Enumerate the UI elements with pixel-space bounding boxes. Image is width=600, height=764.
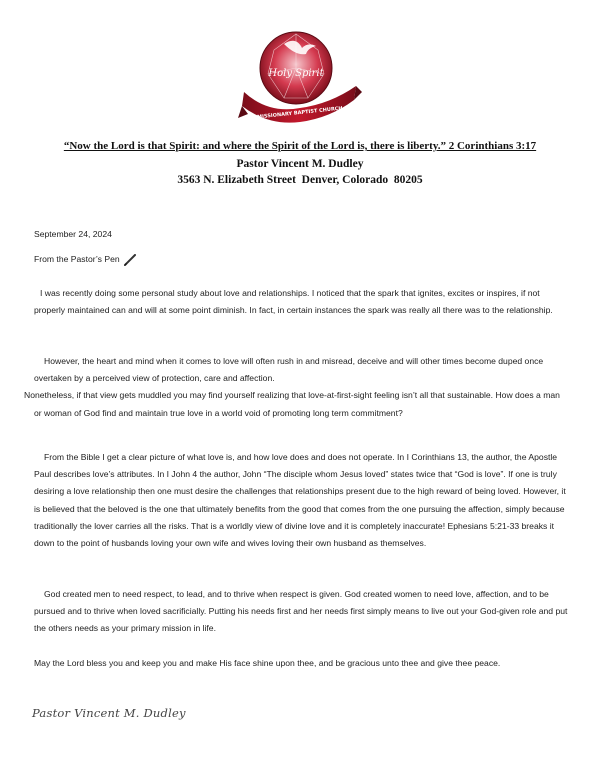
paragraph-2-line-a: However, the heart and mind when it comes to love will often rush in and misread, deceive and will other times become duped once overtaken by a perceived view of protection, care and affection. [34,356,544,384]
letter-date: September 24, 2024 [34,229,112,239]
paragraph-3: From the Bible I get a clear picture of what love is, and how love does and does not operate. In I Corinthians 13, the author, the Apostle Paul describes love’s attributes. In I John 4 the author, John “The disciple whom Jesus loved” states twice that “God is love”. If one is truly desiring a love relationship then one must desire the challenges that relationships present due to the high reward of being loved. However, it is believed that the beloved is the one that ultimately benefits from the good that comes from the one pursuing the affection, simply because traditionally the lover carries all the risks. That is a worldly view of divine love and it is completely inaccurate! Ephesians 5:21-33 breaks it down to the point of husbands loving your own wife and wives loving their own husband as themselves. [34,452,566,549]
greeting-text: From the Pastor’s Pen [34,254,120,264]
logo-script-text: Holy Spirit [268,68,324,79]
logo-banner-text: MISSIONARY BAPTIST CHURCH [256,105,343,121]
pen-icon [123,254,137,266]
paragraph-4: God created men to need respect, to lead, and to thrive when respect is given. God created women to need love, affection, and to be pursued and to thrive when loved sacrificially. Putting his needs first and her needs first simply means to live out your God-given role and put the others needs as your primary mission in life. [34,589,568,634]
church-logo [238,22,362,126]
header-pastor-name: Pastor Vincent M. Dudley [236,158,364,170]
header-verse: “Now the Lord is that Spirit: and where the Spirit of the Lord is, there is liberty.” 2 Corinthians 3:17 [63,140,537,152]
header-address: 3563 N. Elizabeth Street Denver, Colorado 80205 [177,174,423,186]
letter-greeting [34,251,568,268]
paragraph-1: I was recently doing some personal study about love and relationships. I noticed that the spark that ignites, excites or inspires, if not properly maintained can and will at some point diminish. In fact, in certain instances the spark was really all there was to the relationship. [34,288,553,316]
paragraph-5: May the Lord bless you and keep you and make His face shine upon thee, and be gracious unto thee and give thee peace. [34,658,501,668]
signature: Pastor Vincent M. Dudley [32,706,186,720]
paragraph-2-line-b: Nonetheless, if that view gets muddled you may find yourself realizing that love-at-first-sight feeling isn’t all that sustainable. How does a man or woman of God find and maintain true love in a world void of promoting long term commitment? [24,390,560,418]
paragraph-2 [24,353,568,422]
